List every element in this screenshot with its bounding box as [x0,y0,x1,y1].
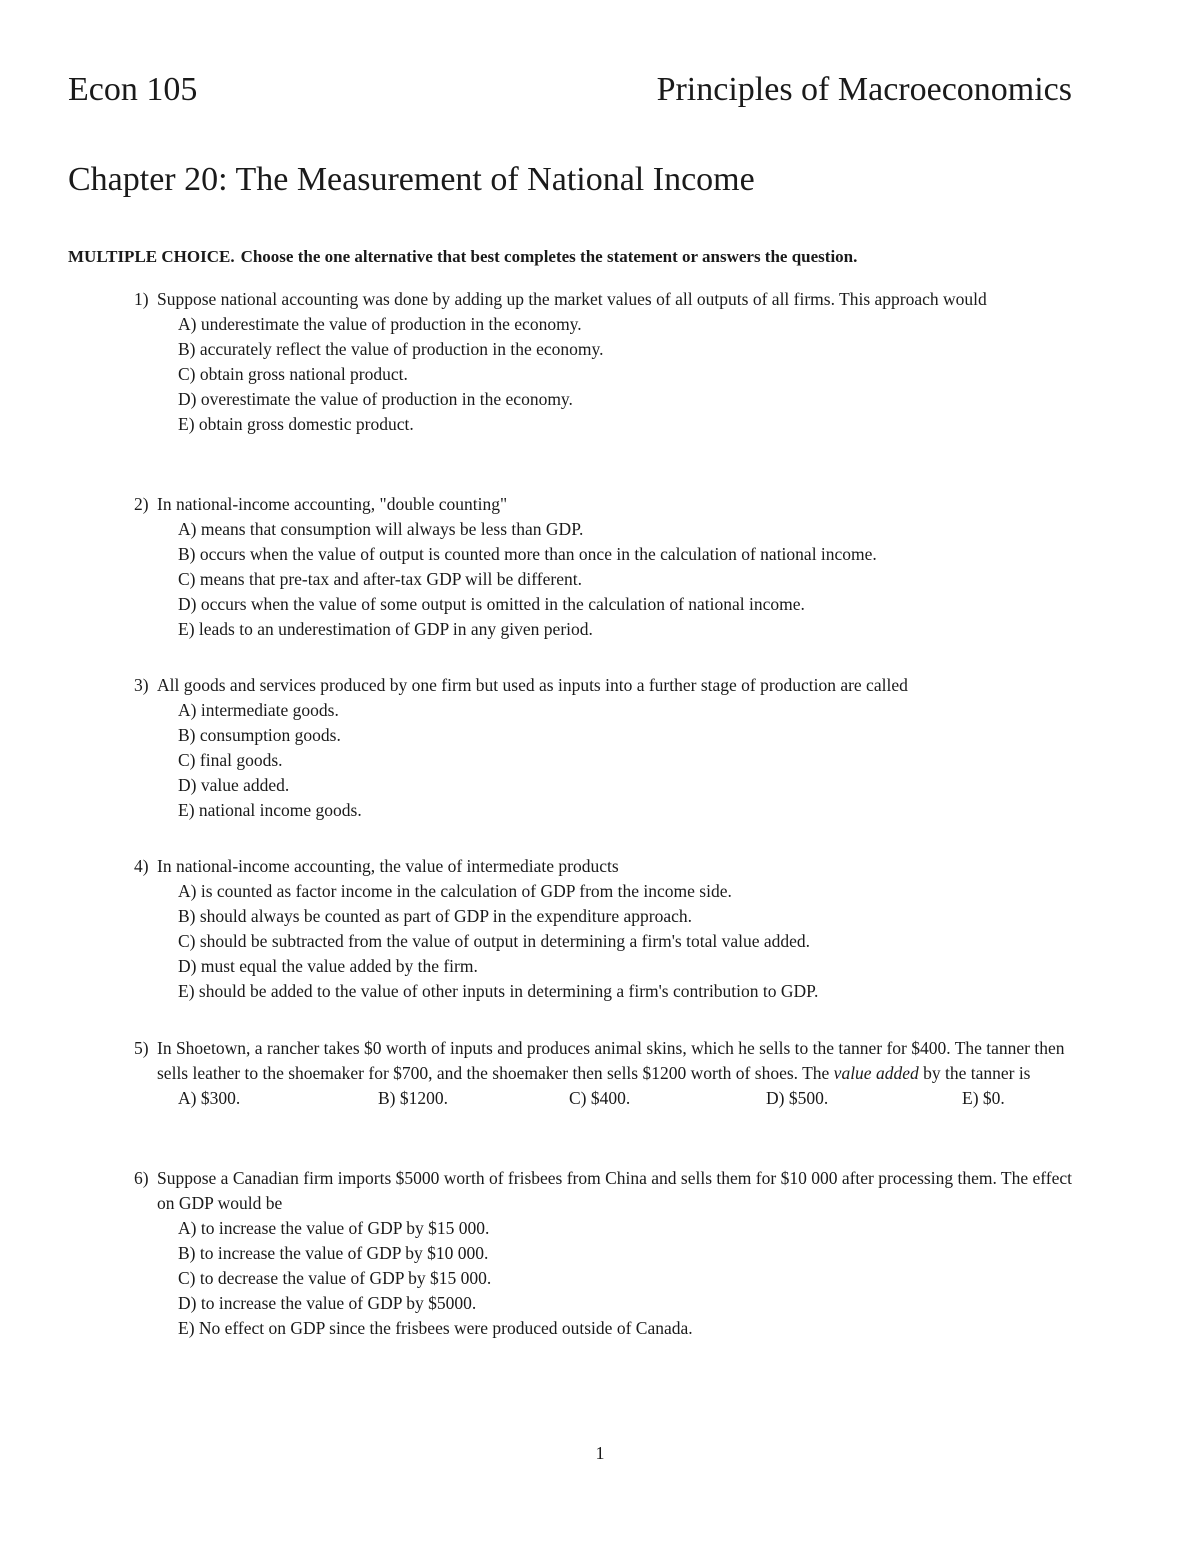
question-number: 4) [134,856,149,876]
question-text-part: by the tanner is [918,1063,1031,1083]
option-e: E) should be added to the value of other inputs in determining a firm's contribution to GDP. [178,981,819,1001]
option-b: B) to increase the value of GDP by $10 000. [178,1243,489,1263]
option-d: D) must equal the value added by the firm. [178,956,478,976]
option-a: A) is counted as factor income in the calculation of GDP from the income side. [178,881,732,901]
page-number: 1 [595,1443,605,1463]
option-a: A) underestimate the value of production in the economy. [178,314,582,334]
course-code: Econ 105 [68,71,198,108]
question-text: In national-income accounting, "double counting" [157,494,508,514]
option-c: C) to decrease the value of GDP by $15 000. [178,1268,492,1288]
page-header [68,70,1072,110]
question-number: 2) [134,494,149,514]
option-list [178,312,1074,437]
instructions-lead: MULTIPLE CHOICE. [68,247,235,266]
option-e: E) No effect on GDP since the frisbees were produced outside of Canada. [178,1318,693,1338]
option-e: E) obtain gross domestic product. [178,414,414,434]
option-d: D) value added. [178,775,290,795]
question-2 [134,492,1074,642]
option-d: D) overestimate the value of production in the economy. [178,389,573,409]
question-text [157,1036,1074,1086]
question-6 [134,1166,1074,1341]
question-4 [134,854,1074,1004]
question-text-part: In Shoetown, a rancher takes $0 worth of inputs and produces animal skins, which he sells to the tanner for $400. The tanner then sells leather to the shoemaker for $700, and the shoemaker then sells $1200 worth of shoes. The [157,1038,1065,1083]
question-text: Suppose a Canadian firm imports $5000 worth of frisbees from China and sells them for $10 000 after processing them. The effect on GDP would be [157,1168,1072,1213]
option-list [178,1086,1074,1111]
question-text: Suppose national accounting was done by adding up the market values of all outputs of all firms. This approach would [157,289,987,309]
option-list [178,1216,1074,1341]
question-stem [134,492,1074,517]
instructions-text: Choose the one alternative that best completes the statement or answers the question. [240,247,858,266]
question-number: 5) [134,1038,149,1058]
question-text-emphasis: value added [833,1063,919,1083]
option-b: B) occurs when the value of output is counted more than once in the calculation of national income. [178,544,877,564]
option-c: C) obtain gross national product. [178,364,408,384]
option-c: C) means that pre-tax and after-tax GDP will be different. [178,569,582,589]
question-stem [134,287,1074,312]
question-number: 1) [134,289,149,309]
option-a: A) intermediate goods. [178,700,339,720]
option-b: B) $1200. [378,1088,448,1108]
option-a: A) means that consumption will always be less than GDP. [178,519,584,539]
question-1 [134,287,1074,437]
chapter-title: Chapter 20: The Measurement of National Income [68,161,755,198]
question-text: All goods and services produced by one firm but used as inputs into a further stage of production are called [157,675,908,695]
option-list [178,879,1074,1004]
option-b: B) accurately reflect the value of production in the economy. [178,339,604,359]
option-d: D) $500. [766,1088,829,1108]
question-text: In national-income accounting, the value of intermediate products [157,856,619,876]
course-title: Principles of Macroeconomics [656,71,1072,108]
option-e: E) national income goods. [178,800,362,820]
question-number: 3) [134,675,149,695]
option-c: C) final goods. [178,750,283,770]
option-b: B) should always be counted as part of GDP in the expenditure approach. [178,906,693,926]
option-c: C) should be subtracted from the value of output in determining a firm's total value added. [178,931,811,951]
instructions [68,246,857,268]
option-d: D) to increase the value of GDP by $5000. [178,1293,477,1313]
option-d: D) occurs when the value of some output is omitted in the calculation of national income. [178,594,805,614]
option-a: A) to increase the value of GDP by $15 000. [178,1218,490,1238]
option-list [178,517,1074,642]
question-stem [134,673,1074,698]
question-5 [134,1036,1074,1111]
option-b: B) consumption goods. [178,725,341,745]
question-stem [134,1166,1074,1216]
option-a: A) $300. [178,1088,241,1108]
question-number: 6) [134,1168,149,1188]
question-stem [134,1036,1074,1086]
option-e: E) leads to an underestimation of GDP in any given period. [178,619,593,639]
option-e: E) $0. [962,1088,1005,1108]
question-stem [134,854,1074,879]
question-3 [134,673,1074,823]
option-c: C) $400. [569,1088,631,1108]
option-list [178,698,1074,823]
